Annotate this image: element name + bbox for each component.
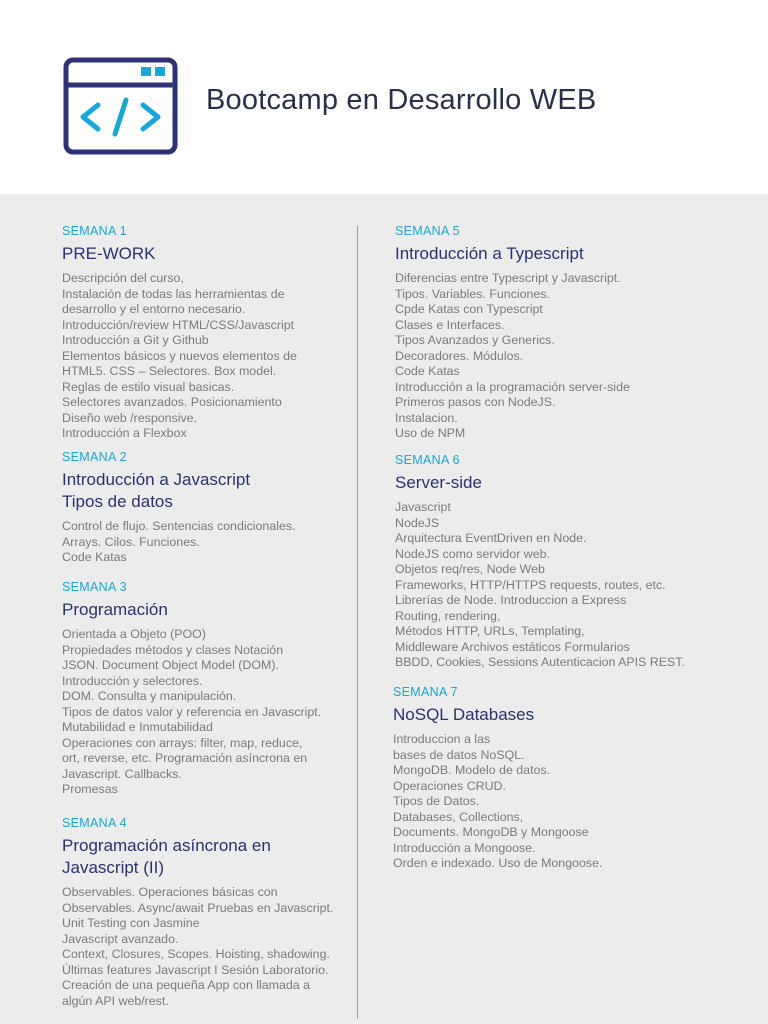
topic-line: Frameworks, HTTP/HTTPS requests, routes, etc. (395, 577, 666, 592)
topic-line: Introducción a la programación server-side (395, 379, 630, 394)
week-title (62, 599, 321, 621)
topic-line: ort, reverse, etc. Programación asíncrona en (62, 751, 308, 765)
topic-line: Tipos. Variables. Funciones. (395, 286, 550, 301)
week-title-line: Javascript (II) (62, 858, 165, 877)
topic-line: Elementos básicos y nuevos elementos de (62, 348, 297, 363)
week-title (62, 469, 296, 513)
topic-line: Operaciones CRUD. (393, 778, 506, 793)
week-section-3 (62, 579, 321, 798)
topic-line: Javascript. Callbacks. (62, 766, 182, 781)
topic-line: Orientada a Objeto (POO) (62, 627, 206, 641)
week-label: SEMANA 1 (62, 224, 127, 238)
topic-line: Control de flujo. Sentencias condicionales. (62, 519, 296, 533)
topic-line: Introducción a Git y Github (62, 333, 209, 347)
topic-line: Diferencias entre Typescript y Javascript. (395, 271, 621, 285)
week-label: SEMANA 2 (62, 450, 127, 464)
topic-line: Primeros pasos con NodeJS. (395, 395, 556, 409)
week-section-2 (62, 449, 296, 566)
week-topics (393, 732, 602, 872)
week-section-7 (393, 684, 602, 872)
topic-line: Tipos de datos valor y referencia en Javascript. (62, 704, 322, 719)
topic-line: Clases e Interfaces. (395, 317, 505, 332)
topic-line: Instalacion. (395, 410, 458, 425)
topic-line: Objetos req/res, Node Web (395, 562, 545, 576)
topic-line: Mutabilidad e Inmutabilidad (62, 720, 213, 734)
page-header (0, 0, 768, 194)
topic-line: Tipos Avanzados y Generics. (395, 333, 555, 347)
week-title-line: Tipos de datos (62, 492, 173, 511)
topic-line: Cpde Katas con Typescript (395, 302, 543, 316)
week-title (62, 835, 333, 879)
week-title-line: PRE-WORK (62, 244, 156, 263)
week-topics (62, 627, 321, 798)
topic-line: Introducción/review HTML/CSS/Javascript (62, 317, 295, 332)
week-title-line: Introducción a Javascript (62, 470, 251, 489)
topic-line: Instalación de todas las herramientas de (62, 286, 285, 301)
topic-line: Observables. Operaciones básicas con (62, 885, 278, 899)
topic-line: Descripción del curso, (62, 271, 184, 285)
topic-line: Arquitectura EventDriven en Node. (395, 531, 587, 545)
topic-line: bases de datos NoSQL. (393, 747, 525, 762)
topic-line: Creación de una pequeña App con llamada a (62, 978, 310, 992)
topic-line: Documents. MongoDB y Mongoose (393, 825, 589, 839)
week-topics (62, 885, 333, 1009)
topic-line: desarrollo y el entorno necesario. (62, 302, 246, 316)
week-title (393, 704, 602, 726)
week-title-line: Introducción a Typescript (395, 244, 584, 263)
week-section-1 (62, 223, 297, 442)
topic-line: Diseño web /responsive. (62, 410, 197, 425)
week-topics (395, 500, 685, 671)
topic-line: algún API web/rest. (62, 993, 169, 1008)
topic-line: MongoDB. Modelo de datos. (393, 763, 551, 777)
topic-line: Uso de NPM (395, 426, 466, 440)
topic-line: Javascript (395, 500, 451, 514)
topic-line: Propiedades métodos y clases Notación (62, 642, 284, 657)
topic-line: Javascript avanzado. (62, 931, 179, 946)
topic-line: Middleware Archivos estáticos Formularios (395, 639, 630, 654)
topic-line: NodeJS como servidor web. (395, 546, 550, 561)
week-title-line: Programación asíncrona en (62, 836, 271, 855)
week-label: SEMANA 7 (393, 685, 458, 699)
topic-line: Databases, Collections, (393, 809, 524, 824)
topic-line: Librerías de Node. Introduccion a Express (395, 593, 627, 607)
topic-line: HTML5. CSS – Selectores. Box model. (62, 364, 277, 378)
topic-line: Operaciones con arrays: filter, map, reduce, (62, 735, 303, 750)
week-topics (62, 519, 296, 566)
topic-line: NodeJS (395, 515, 440, 530)
topic-line: Introduccion a las (393, 732, 491, 746)
week-section-6 (395, 452, 685, 671)
topic-line: Code Katas (62, 550, 127, 564)
week-title-line: Programación (62, 600, 168, 619)
topic-line: Últimas features Javascript I Sesión Laboratorio. (62, 962, 329, 977)
week-label: SEMANA 5 (395, 224, 460, 238)
topic-line: Selectores avanzados. Posicionamiento (62, 395, 282, 409)
topic-line: Introducción y selectores. (62, 673, 203, 688)
week-title-line: NoSQL Databases (393, 705, 535, 724)
topic-line: Promesas (62, 782, 118, 796)
topic-line: BBDD, Cookies, Sessions Autenticacion APIS REST. (395, 655, 685, 669)
week-title (62, 243, 297, 265)
topic-line: Code Katas (395, 364, 460, 378)
week-topics (395, 271, 630, 442)
topic-line: Decoradores. Módulos. (395, 348, 524, 363)
week-section-4 (62, 815, 333, 1009)
topic-line: Observables. Async/await Pruebas en Javascript. (62, 900, 334, 915)
week-title-line: Server-side (395, 473, 482, 492)
week-label: SEMANA 6 (395, 453, 460, 467)
topic-line: Unit Testing con Jasmine (62, 916, 200, 930)
topic-line: Arrays. Cilos. Funciones. (62, 534, 200, 549)
page-title: Bootcamp en Desarrollo WEB (206, 84, 597, 116)
week-topics (62, 271, 297, 442)
topic-line: Context, Closures, Scopes. Hoisting, shadowing. (62, 947, 330, 961)
topic-line: Introducción a Flexbox (62, 426, 187, 440)
week-label: SEMANA 4 (62, 816, 127, 830)
code-window-icon (63, 57, 178, 155)
topic-line: Tipos de Datos. (393, 794, 480, 808)
topic-line: Introducción a Mongoose. (393, 840, 536, 855)
topic-line: JSON. Document Object Model (DOM). (62, 658, 279, 672)
week-label: SEMANA 3 (62, 580, 127, 594)
week-title (395, 472, 685, 494)
week-title (395, 243, 630, 265)
topic-line: Orden e indexado. Uso de Mongoose. (393, 856, 603, 870)
topic-line: Reglas de estilo visual basicas. (62, 379, 235, 394)
topic-line: Routing, rendering, (395, 608, 501, 623)
topic-line: DOM. Consulta y manipulación. (62, 689, 237, 703)
topic-line: Métodos HTTP, URLs, Templating, (395, 624, 585, 638)
column-divider (357, 226, 358, 1019)
week-section-5 (395, 223, 630, 442)
